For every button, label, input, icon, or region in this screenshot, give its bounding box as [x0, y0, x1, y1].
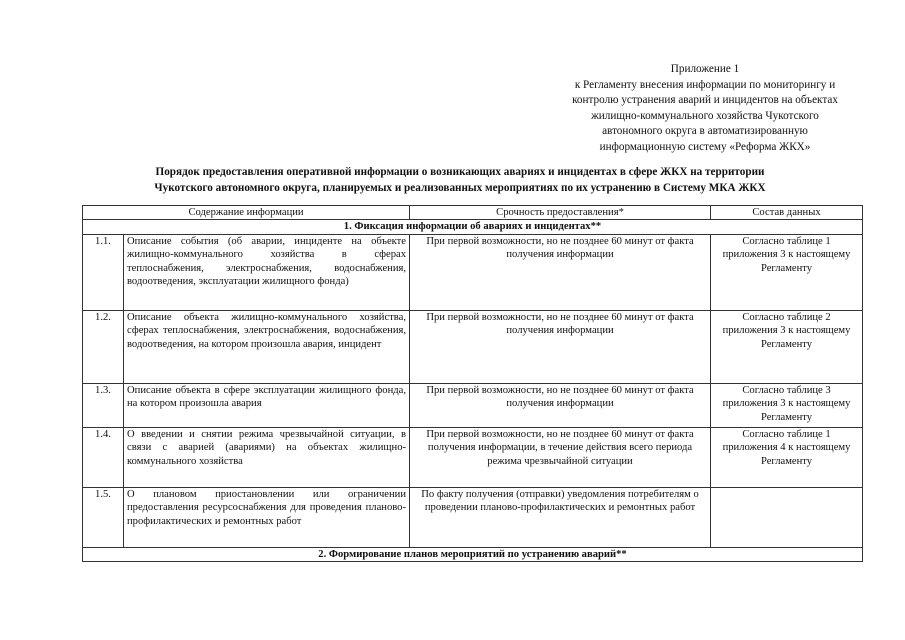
row-number: 1.1.: [83, 234, 124, 310]
table-row: [83, 310, 863, 383]
appendix-line: автономного округа в автоматизированную: [602, 125, 808, 138]
info-table: [82, 205, 863, 562]
row-urgency: По факту получения (отправки) уведомления потребителям о проведении планово-профилактических и ремонтных работ: [410, 487, 711, 547]
row-content: Описание объекта жилищно-коммунального хозяйства, сферах теплоснабжения, электроснабжения, водоснабжения, водоотведения, на котором произошла авария, инцидент: [124, 310, 410, 383]
table-row: [83, 383, 863, 427]
section-row: [83, 547, 863, 561]
document-title: [60, 165, 860, 196]
row-composition: Согласно таблице 1 приложения 4 к настоящему Регламенту: [711, 427, 863, 487]
header-composition: Состав данных: [711, 206, 863, 220]
title-line: Порядок предоставления оперативной информации о возникающих авариях и инцидентах в сфере ЖКХ на территории: [155, 166, 765, 178]
row-composition: Согласно таблице 1 приложения 3 к настоящему Регламенту: [711, 234, 863, 310]
row-urgency: При первой возможности, но не позднее 60 минут от факта получения информации: [410, 234, 711, 310]
section-title: 1. Фиксация информации об авариях и инцидентах**: [83, 220, 863, 234]
section-row: [83, 220, 863, 234]
appendix-line: Приложение 1: [670, 63, 740, 75]
row-content: О введении и снятии режима чрезвычайной ситуации, в связи с аварией (авариями) на объектах жилищно-коммунального хозяйства: [124, 427, 410, 487]
row-content: Описание объекта в сфере эксплуатации жилищного фонда, на котором произошла авария: [124, 383, 410, 427]
table-header-row: [83, 206, 863, 220]
appendix-header: [520, 62, 890, 156]
header-content: Содержание информации: [83, 206, 410, 220]
table-row: [83, 234, 863, 310]
row-content: О плановом приостановлении или ограничении предоставления ресурсоснабжения для проведения планово-профилактических и ремонтных работ: [124, 487, 410, 547]
appendix-line: жилищно-коммунального хозяйства Чукотского: [591, 109, 819, 122]
appendix-line: информационную систему «Реформа ЖКХ»: [599, 140, 811, 153]
title-line: Чукотского автономного округа, планируемых и реализованных мероприятиях по их устранению в Систему МКА ЖКХ: [154, 181, 766, 194]
row-number: 1.4.: [83, 427, 124, 487]
row-composition: [711, 487, 863, 547]
table-row: [83, 487, 863, 547]
table-row: [83, 427, 863, 487]
row-composition: Согласно таблице 3 приложения 3 к настоящему Регламенту: [711, 383, 863, 427]
appendix-line: контролю устранения аварий и инцидентов на объектах: [572, 94, 838, 107]
appendix-line: к Регламенту внесения информации по мониторингу и: [574, 78, 836, 91]
row-number: 1.3.: [83, 383, 124, 427]
section-title: 2. Формирование планов мероприятий по устранению аварий**: [83, 547, 863, 561]
row-urgency: При первой возможности, но не позднее 60 минут от факта получения информации, в течение действия всего периода режима чрезвычайной ситуации: [410, 427, 711, 487]
row-urgency: При первой возможности, но не позднее 60 минут от факта получения информации: [410, 383, 711, 427]
header-urgency: Срочность предоставления*: [410, 206, 711, 220]
row-number: 1.5.: [83, 487, 124, 547]
row-urgency: При первой возможности, но не позднее 60 минут от факта получения информации: [410, 310, 711, 383]
row-content: Описание события (об аварии, инциденте на объекте жилищно-коммунального хозяйства в сферах теплоснабжения, электроснабжения, водоснабжения, водоотведения, эксплуатации жилищного фонда): [124, 234, 410, 310]
row-composition: Согласно таблице 2 приложения 3 к настоящему Регламенту: [711, 310, 863, 383]
row-number: 1.2.: [83, 310, 124, 383]
